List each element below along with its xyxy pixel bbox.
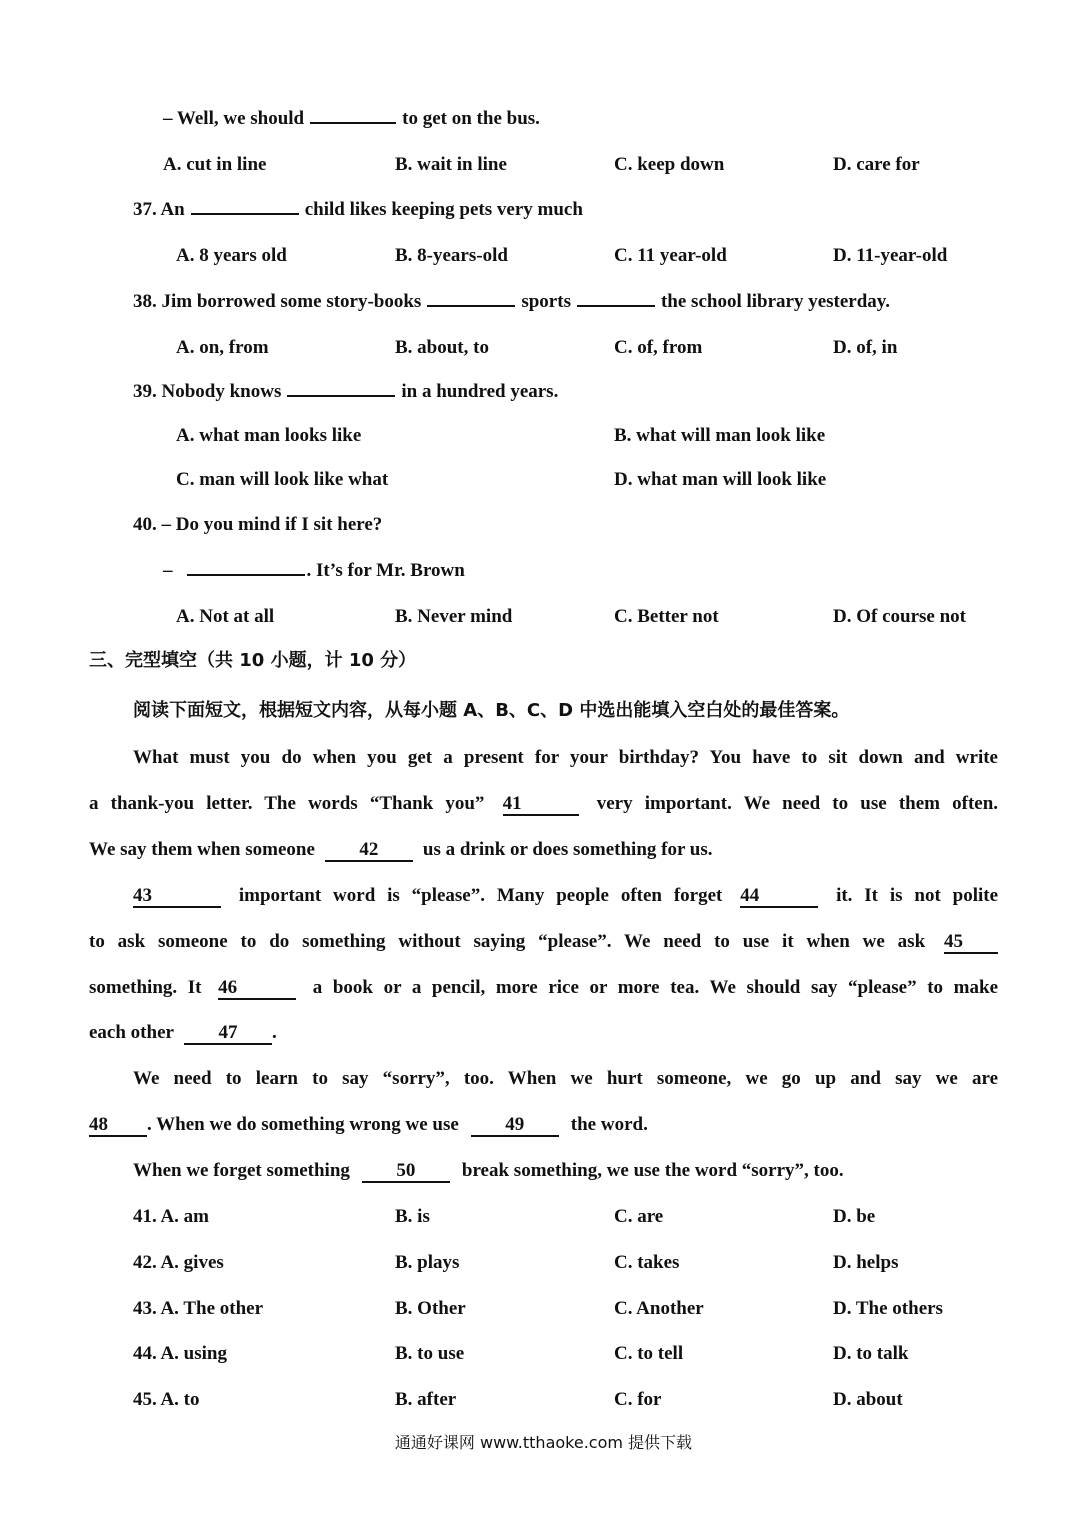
option-a: 45. A. to: [133, 1389, 200, 1410]
option-c: C. man will look like what: [176, 469, 389, 490]
option-b: B. plays: [395, 1252, 460, 1273]
blank-48: 48: [89, 1115, 147, 1137]
option-c: C. of, from: [614, 337, 703, 358]
section-title: 三、完型填空（共 10 小题，计 10 分）: [89, 650, 417, 671]
blank-46: 46: [218, 978, 296, 1000]
blank-45: 45: [944, 932, 998, 954]
option-a: 42. A. gives: [133, 1252, 224, 1273]
passage-line: What must you do when you get a present for your birthday? You have to sit down and write: [133, 747, 998, 768]
blank-42: 42: [325, 840, 413, 862]
option-b: B. to use: [395, 1343, 465, 1364]
option-b: B. what will man look like: [614, 425, 826, 446]
answer-blank: [187, 574, 305, 576]
answer-blank: [287, 395, 395, 397]
blank-43: 43: [133, 886, 221, 908]
q39-stem: 39. Nobody knows in a hundred years.: [133, 381, 559, 402]
blank-41: 41: [503, 794, 579, 816]
option-a: 44. A. using: [133, 1343, 227, 1364]
option-c: C. are: [614, 1206, 664, 1227]
answer-blank: [577, 305, 655, 307]
answer-blank: [310, 122, 396, 124]
option-c: C. takes: [614, 1252, 680, 1273]
option-c: C. to tell: [614, 1343, 684, 1364]
option-d: D. The others: [833, 1298, 943, 1319]
q40-stem: 40. – Do you mind if I sit here?: [133, 514, 383, 535]
option-b: B. after: [395, 1389, 457, 1410]
option-a: A. 8 years old: [176, 245, 287, 266]
passage-line: each other 47 .: [89, 1022, 277, 1043]
option-c: C. 11 year-old: [614, 245, 727, 266]
q37-stem: 37. An child likes keeping pets very much: [133, 199, 583, 220]
option-a: A. what man looks like: [176, 425, 362, 446]
option-d: D. of, in: [833, 337, 898, 358]
passage-line: to ask someone to do something without saying “please”. We need to use it when we ask 45: [89, 930, 998, 954]
option-b: B. about, to: [395, 337, 489, 358]
option-d: D. helps: [833, 1252, 899, 1273]
passage-line: a thank-you letter. The words “Thank you” 41 very important. We need to use them often.: [89, 793, 999, 814]
option-d: D. what man will look like: [614, 469, 827, 490]
option-d: D. Of course not: [833, 606, 966, 627]
option-b: B. 8-years-old: [395, 245, 508, 266]
option-b: B. is: [395, 1206, 430, 1227]
blank-44: 44: [740, 886, 818, 908]
option-d: D. be: [833, 1206, 876, 1227]
option-c: C. keep down: [614, 154, 725, 175]
option-a: 41. A. am: [133, 1206, 209, 1227]
option-d: D. to talk: [833, 1343, 909, 1364]
answer-blank: [427, 305, 515, 307]
option-b: B. wait in line: [395, 154, 507, 175]
option-c: C. Another: [614, 1298, 704, 1319]
passage-line: something. It 46 a book or a pencil, more rice or more tea. We should say “please” to make: [89, 977, 998, 998]
option-d: D. care for: [833, 154, 920, 175]
section-instruction: 阅读下面短文，根据短文内容，从每小题 A、B、C、D 中选出能填入空白处的最佳答案。: [133, 700, 850, 721]
option-b: B. Other: [395, 1298, 466, 1319]
option-d: D. about: [833, 1389, 903, 1410]
option-a: A. cut in line: [163, 154, 267, 175]
option-a: A. Not at all: [176, 606, 275, 627]
page-footer: 通通好课网 www.tthaoke.com 提供下载: [394, 1433, 693, 1452]
passage-line: When we forget something 50 break something, we use the word “sorry”, too.: [133, 1160, 844, 1181]
passage-line: 48 . When we do something wrong we use 49 the word.: [89, 1114, 648, 1135]
option-d: D. 11-year-old: [833, 245, 948, 266]
passage-line: We need to learn to say “sorry”, too. When we hurt someone, we go up and say we are: [133, 1068, 998, 1089]
option-b: B. Never mind: [395, 606, 513, 627]
blank-47: 47: [184, 1023, 272, 1045]
q38-stem: 38. Jim borrowed some story-books sports the school library yesterday.: [133, 291, 890, 312]
option-c: C. Better not: [614, 606, 719, 627]
option-a: A. on, from: [176, 337, 269, 358]
q36-stem: – Well, we should to get on the bus.: [163, 108, 540, 129]
blank-50: 50: [362, 1161, 450, 1183]
option-a: 43. A. The other: [133, 1298, 264, 1319]
option-c: C. for: [614, 1389, 662, 1410]
passage-line: 43 important word is “please”. Many people often forget 44 it. It is not polite: [133, 885, 999, 906]
blank-49: 49: [471, 1115, 559, 1137]
answer-blank: [191, 213, 299, 215]
passage-line: We say them when someone 42 us a drink or does something for us.: [89, 839, 713, 860]
q40-response: – . It’s for Mr. Brown: [163, 560, 465, 581]
